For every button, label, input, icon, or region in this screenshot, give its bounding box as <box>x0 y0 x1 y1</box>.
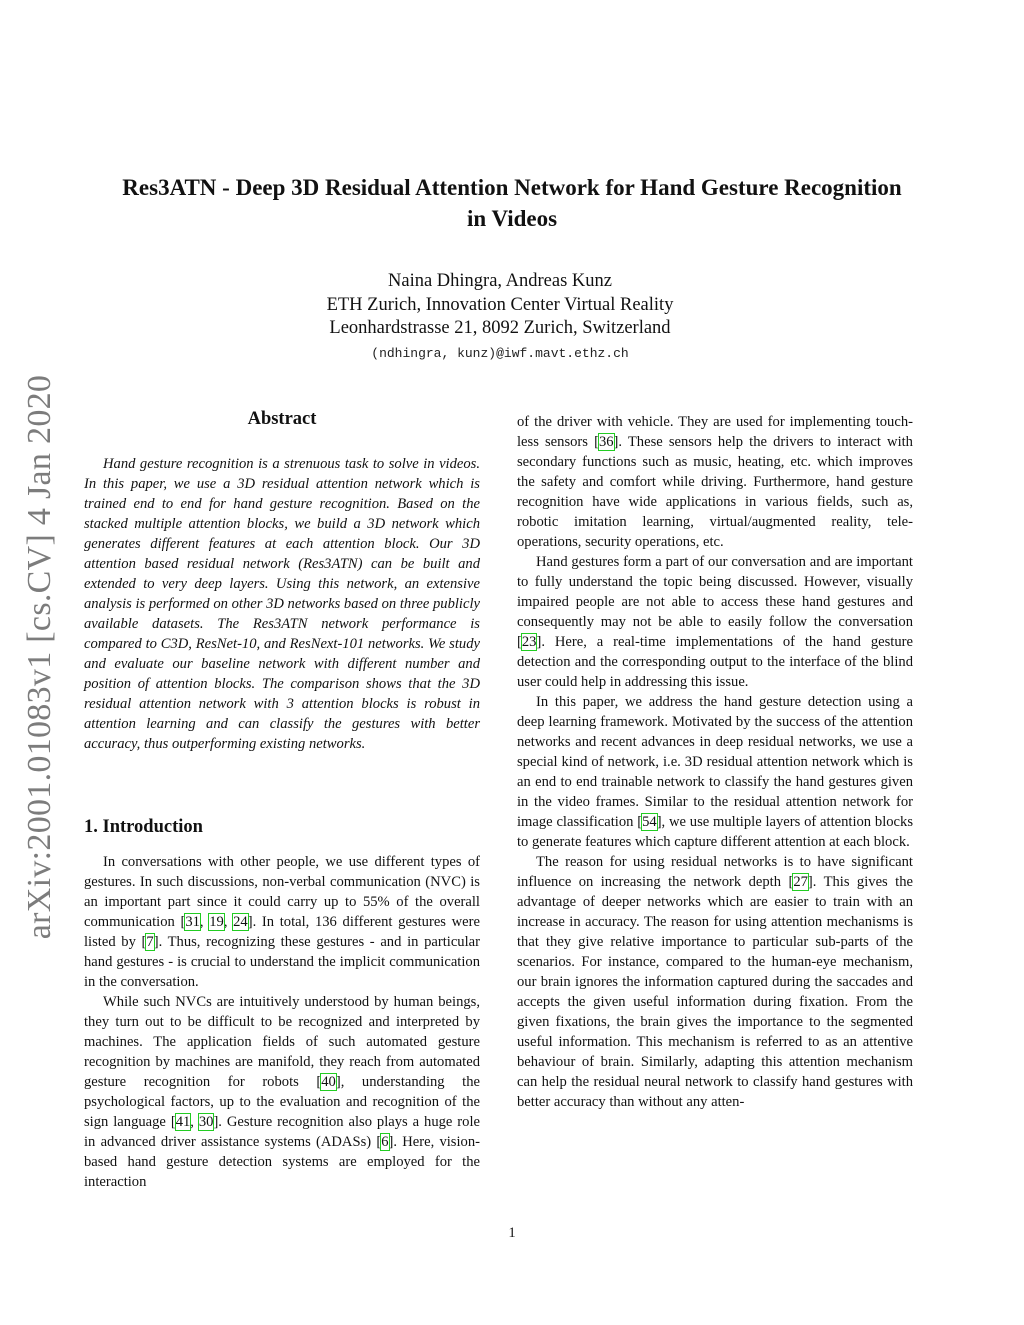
citation-link[interactable]: 24 <box>233 914 248 930</box>
title-line-1: Res3ATN - Deep 3D Residual Attention Network for Hand Gesture Recognition <box>122 175 902 200</box>
citation-link[interactable]: 41 <box>175 1114 191 1130</box>
citation-link[interactable]: 31 <box>185 914 200 930</box>
citation-link[interactable]: 27 <box>793 874 808 890</box>
page-number: 1 <box>508 1225 516 1241</box>
text-run: ], understanding the psychological factors, up to the evaluation and recognition of the sign language [ <box>84 1074 480 1130</box>
citation-link[interactable]: 6 <box>381 1134 389 1150</box>
paper-title <box>70 172 954 234</box>
text-run: ]. Gesture recognition also plays a huge role in advanced driver assistance systems (ADASs) [ <box>84 1114 480 1150</box>
text-run: ]. Thus, recognizing these gestures - and in particular hand gestures - is crucial to understand the implicit communication in the conversation. <box>84 934 480 990</box>
text-run: Hand gestures form a part of our conversation and are important to fully understand the topic being discussed. However, visually impaired people are not able to access these hand gestures and consequently may not be able to easily follow the conversation [ <box>517 554 913 650</box>
author-affiliation: ETH Zurich, Innovation Center Virtual Reality <box>326 294 674 315</box>
citation-link[interactable]: 30 <box>198 1114 214 1130</box>
author-names: Naina Dhingra, Andreas Kunz <box>388 271 612 291</box>
text-run: ]. These sensors help the drivers to interact with secondary functions such as music, heating, etc. which improves the safety and comfort while driving. Furthermore, hand gesture recognition have wide applications in various fields, such as, robotic imitation learning, virtual/augmented reality, tele-operations, security operations, etc. <box>517 434 913 550</box>
abstract-paragraph: Hand gesture recognition is a strenuous task to solve in videos. In this paper, we use a 3D residual attention network which is trained end to end for hand gesture recognition. Based on the stacked multiple attention blocks, we build a 3D network which generates different features at each attention block. Our 3D attention based residual network (Res3ATN) can be built and extended to very deep layers. Using this network, an extensive analysis is performed on other 3D networks based on three publicly available datasets. The Res3ATN network performance is compared to C3D, ResNet-10, and ResNext-101 networks. We study and evaluate our baseline network with different number and position of attention blocks. The comparison shows that the 3D residual attention network with 3 attention blocks is robust in attention learning and can classify the gestures with better accuracy, thus outperforming existing networks. <box>84 456 480 752</box>
citation-link[interactable]: 40 <box>321 1074 336 1090</box>
text-run: ], we use multiple layers of attention blocks to generate features which capture different attention at each block. <box>517 814 913 850</box>
right-paragraph-4 <box>517 852 913 1112</box>
text-run: The reason for using residual networks is to have significant influence on increasing the network depth [ <box>517 854 913 890</box>
text-run: ]. Here, a real-time implementations of the hand gesture detection and the corresponding output to the interface of the blind user could help in addressing this issue. <box>517 634 913 690</box>
citation-link[interactable]: 23 <box>521 634 537 650</box>
citation-link[interactable]: 7 <box>146 934 154 950</box>
introduction-left-column <box>84 852 480 1192</box>
title-line-2: in Videos <box>466 206 558 231</box>
arxiv-id-text: arXiv:2001.01083v1 [cs.CV] 4 Jan 2020 <box>21 374 58 940</box>
section-heading-introduction: 1. Introduction <box>84 817 203 837</box>
text-run: ]. This gives the advantage of deeper networks which are easier to train with an increase in accuracy. The reason for using attention mechanisms is that they give relative importance to particular sub-parts of the scenarios. For instance, compared to the human-eye mechanism, our brain ignores the information captured during the saccades and accepts the given useful information during fixation. From the given fixations, the brain gives the importance to the segmented useful information. This mechanism is referred to as an attentive behaviour of brain. Similarly, adapting this attention mechanism can help the residual neural network to classify hand gestures with better accuracy than without any atten- <box>517 874 913 1110</box>
text-run: In this paper, we address the hand gesture detection using a deep learning framework. Motivated by the success of the attention networks and recent advances in deep residual networks, we use a special kind of network, i.e. 3D residual attention network which is an end to end trainable network to classify the hand gestures given in the video frames. Similar to the residual attention network for image classification [ <box>517 694 913 830</box>
intro-paragraph-1: In conversations with other people, we use different types of gestures. In such discussions, non-verbal communication (NVC) is an important part since it could carry up to 55% of the overall communication [31, 19, 24]. In total, 136 different gestures were listed by [7]. Thus, recognizing these gestures - and in particular hand gestures - is crucial to understand the implicit communication in the conversation. <box>84 854 480 990</box>
text-run: ]. In total, 136 different gestures were listed by [ <box>84 914 480 950</box>
right-paragraph-3 <box>517 692 913 852</box>
citation-link[interactable]: 19 <box>209 914 224 930</box>
text-run: of the driver with vehicle. They are used for implementing touch-less sensors [ <box>517 414 913 450</box>
text-run: ]. Here, vision-based hand gesture detection systems are employed for the interaction <box>84 1134 480 1190</box>
text-run: While such NVCs are intuitively understood by human beings, they turn out to be difficult to be recognized and interpreted by machines. The application fields of such automated gesture recognition by machines are manifold, they reach from automated gesture recognition for robots [ <box>84 994 480 1090</box>
citation-link[interactable]: 54 <box>642 814 657 830</box>
author-address: Leonhardstrasse 21, 8092 Zurich, Switzerland <box>329 318 671 338</box>
right-paragraph-2 <box>517 552 913 692</box>
abstract-body <box>84 454 480 754</box>
right-column <box>517 412 913 1112</box>
author-email: (ndhingra, kunz)@iwf.mavt.ethz.ch <box>371 346 629 361</box>
text-run: In conversations with other people, we use different types of gestures. In such discussions, non-verbal communication (NVC) is an important part since it could carry up to 55% of the overall communication [ <box>84 854 480 930</box>
author-block <box>200 270 800 341</box>
citation-link[interactable]: 36 <box>598 434 614 450</box>
intro-paragraph-2: While such NVCs are intuitively understood by human beings, they turn out to be difficult to be recognized and interpreted by machines. The application fields of such automated gesture recognition by machines are manifold, they reach from automated gesture recognition for robots [40], understanding the psychological factors, up to the evaluation and recognition of the sign language [41, 30]. Gesture recognition also plays a huge role in advanced driver assistance systems (ADASs) [6]. Here, vision-based hand gesture detection systems are employed for the interaction <box>84 994 480 1190</box>
right-paragraph-1 <box>517 412 913 552</box>
abstract-heading: Abstract <box>247 409 317 429</box>
